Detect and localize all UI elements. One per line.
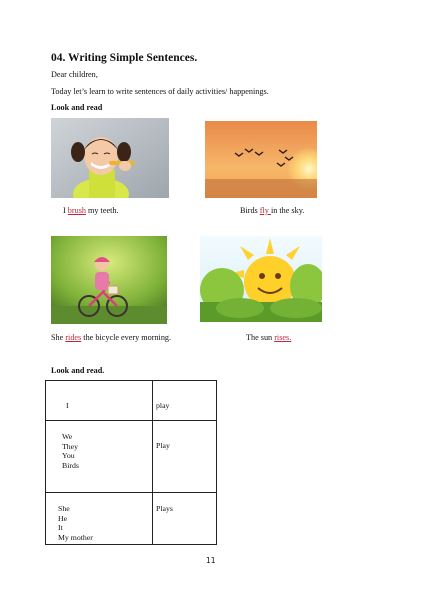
- page-number: 11: [206, 556, 216, 565]
- verb-rides: rides: [65, 333, 82, 342]
- sun-rising-cartoon: [200, 236, 322, 322]
- caption-fly: Birds fly in the sky.: [240, 206, 305, 215]
- subject-verb-table: [45, 380, 217, 545]
- verb-fly: fly: [259, 206, 271, 215]
- girl-riding-bicycle-photo: [51, 236, 167, 324]
- verb-cell: Play: [153, 421, 217, 493]
- verb-rises: rises.: [274, 333, 292, 342]
- page-heading: 04. Writing Simple Sentences.: [51, 52, 198, 64]
- section-title-look-and-read-2: Look and read.: [51, 366, 105, 375]
- subject-cell: I: [46, 381, 153, 421]
- verb-brush: brush: [67, 206, 86, 215]
- caption-rises: The sun rises.: [246, 333, 292, 342]
- intro-text: Today let’s learn to write sentences of daily activities/ happenings.: [51, 87, 269, 96]
- subject-cell: She He It My mother: [46, 493, 153, 545]
- table-row: [46, 381, 217, 421]
- section-title-look-and-read: Look and read: [51, 103, 103, 112]
- table-row: [46, 421, 217, 493]
- table-row: [46, 493, 217, 545]
- verb-cell: play: [153, 381, 217, 421]
- caption-brush: I brush my teeth.: [63, 206, 119, 215]
- verb-cell: Plays: [153, 493, 217, 545]
- birds-flying-sunset-photo: [205, 121, 317, 198]
- caption-rides: She rides the bicycle every morning.: [51, 333, 172, 342]
- greeting: Dear children,: [51, 70, 98, 79]
- subject-cell: We They You Birds: [46, 421, 153, 493]
- girl-brushing-teeth-photo: [51, 118, 169, 198]
